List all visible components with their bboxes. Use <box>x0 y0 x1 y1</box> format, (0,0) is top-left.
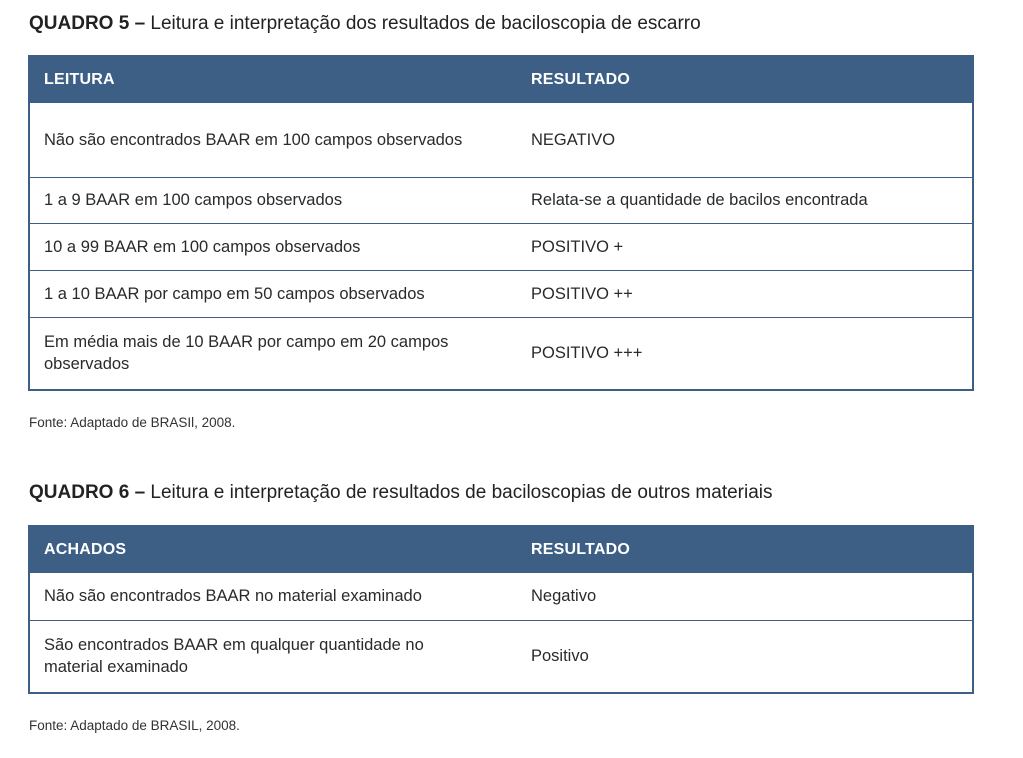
quadro5-caption <box>29 12 701 36</box>
table-cell-achados: Não são encontrados BAAR no material examinado <box>44 587 422 606</box>
quadro5-title: Leitura e interpretação dos resultados de baciloscopia de escarro <box>150 13 701 34</box>
quadro6-header-achados: ACHADOS <box>29 526 519 573</box>
table-cell-leitura: Em média mais de 10 BAAR por campo em 20 campos observados <box>29 317 519 390</box>
quadro6-header-row <box>29 526 973 573</box>
table-cell-resultado: Negativo <box>531 587 597 606</box>
quadro6-caption <box>29 481 773 505</box>
table-cell-resultado: POSITIVO + <box>519 223 973 270</box>
quadro6-table <box>28 525 974 694</box>
table-row <box>29 223 973 270</box>
table-cell-achados: São encontrados BAAR em qualquer quantidade no material examinado <box>29 620 519 693</box>
table-cell-leitura: 10 a 99 BAAR em 100 campos observados <box>29 223 519 270</box>
table-cell-resultado: POSITIVO +++ <box>519 317 973 390</box>
quadro5-table <box>28 55 974 391</box>
table-cell-leitura: Não são encontrados BAAR em 100 campos observados <box>44 130 463 149</box>
table-row <box>29 620 973 693</box>
quadro6-title: Leitura e interpretação de resultados de baciloscopias de outros materiais <box>150 482 773 503</box>
table-cell-resultado: Relata-se a quantidade de bacilos encontrada <box>519 177 973 223</box>
quadro6-label: QUADRO 6 – <box>29 482 146 503</box>
table-cell-resultado: POSITIVO ++ <box>519 270 973 317</box>
quadro5-header-row <box>29 56 973 103</box>
quadro5-header-resultado: RESULTADO <box>519 56 973 103</box>
quadro5-source: Fonte: Adaptado de BRASIl, 2008. <box>29 415 236 430</box>
table-row <box>29 177 973 223</box>
table-row <box>29 103 973 177</box>
quadro5-header-leitura: LEITURA <box>29 56 519 103</box>
quadro6-source: Fonte: Adaptado de BRASIL, 2008. <box>29 718 240 733</box>
table-cell-leitura: 1 a 10 BAAR por campo em 50 campos observados <box>29 270 519 317</box>
quadro5-label: QUADRO 5 – <box>29 13 146 34</box>
table-cell-resultado: Positivo <box>519 620 973 693</box>
table-row <box>29 317 973 390</box>
table-cell-resultado: NEGATIVO <box>531 130 616 149</box>
table-cell-leitura: 1 a 9 BAAR em 100 campos observados <box>29 177 519 223</box>
table-row <box>29 270 973 317</box>
quadro6-header-resultado: RESULTADO <box>519 526 973 573</box>
table-row <box>29 573 973 620</box>
